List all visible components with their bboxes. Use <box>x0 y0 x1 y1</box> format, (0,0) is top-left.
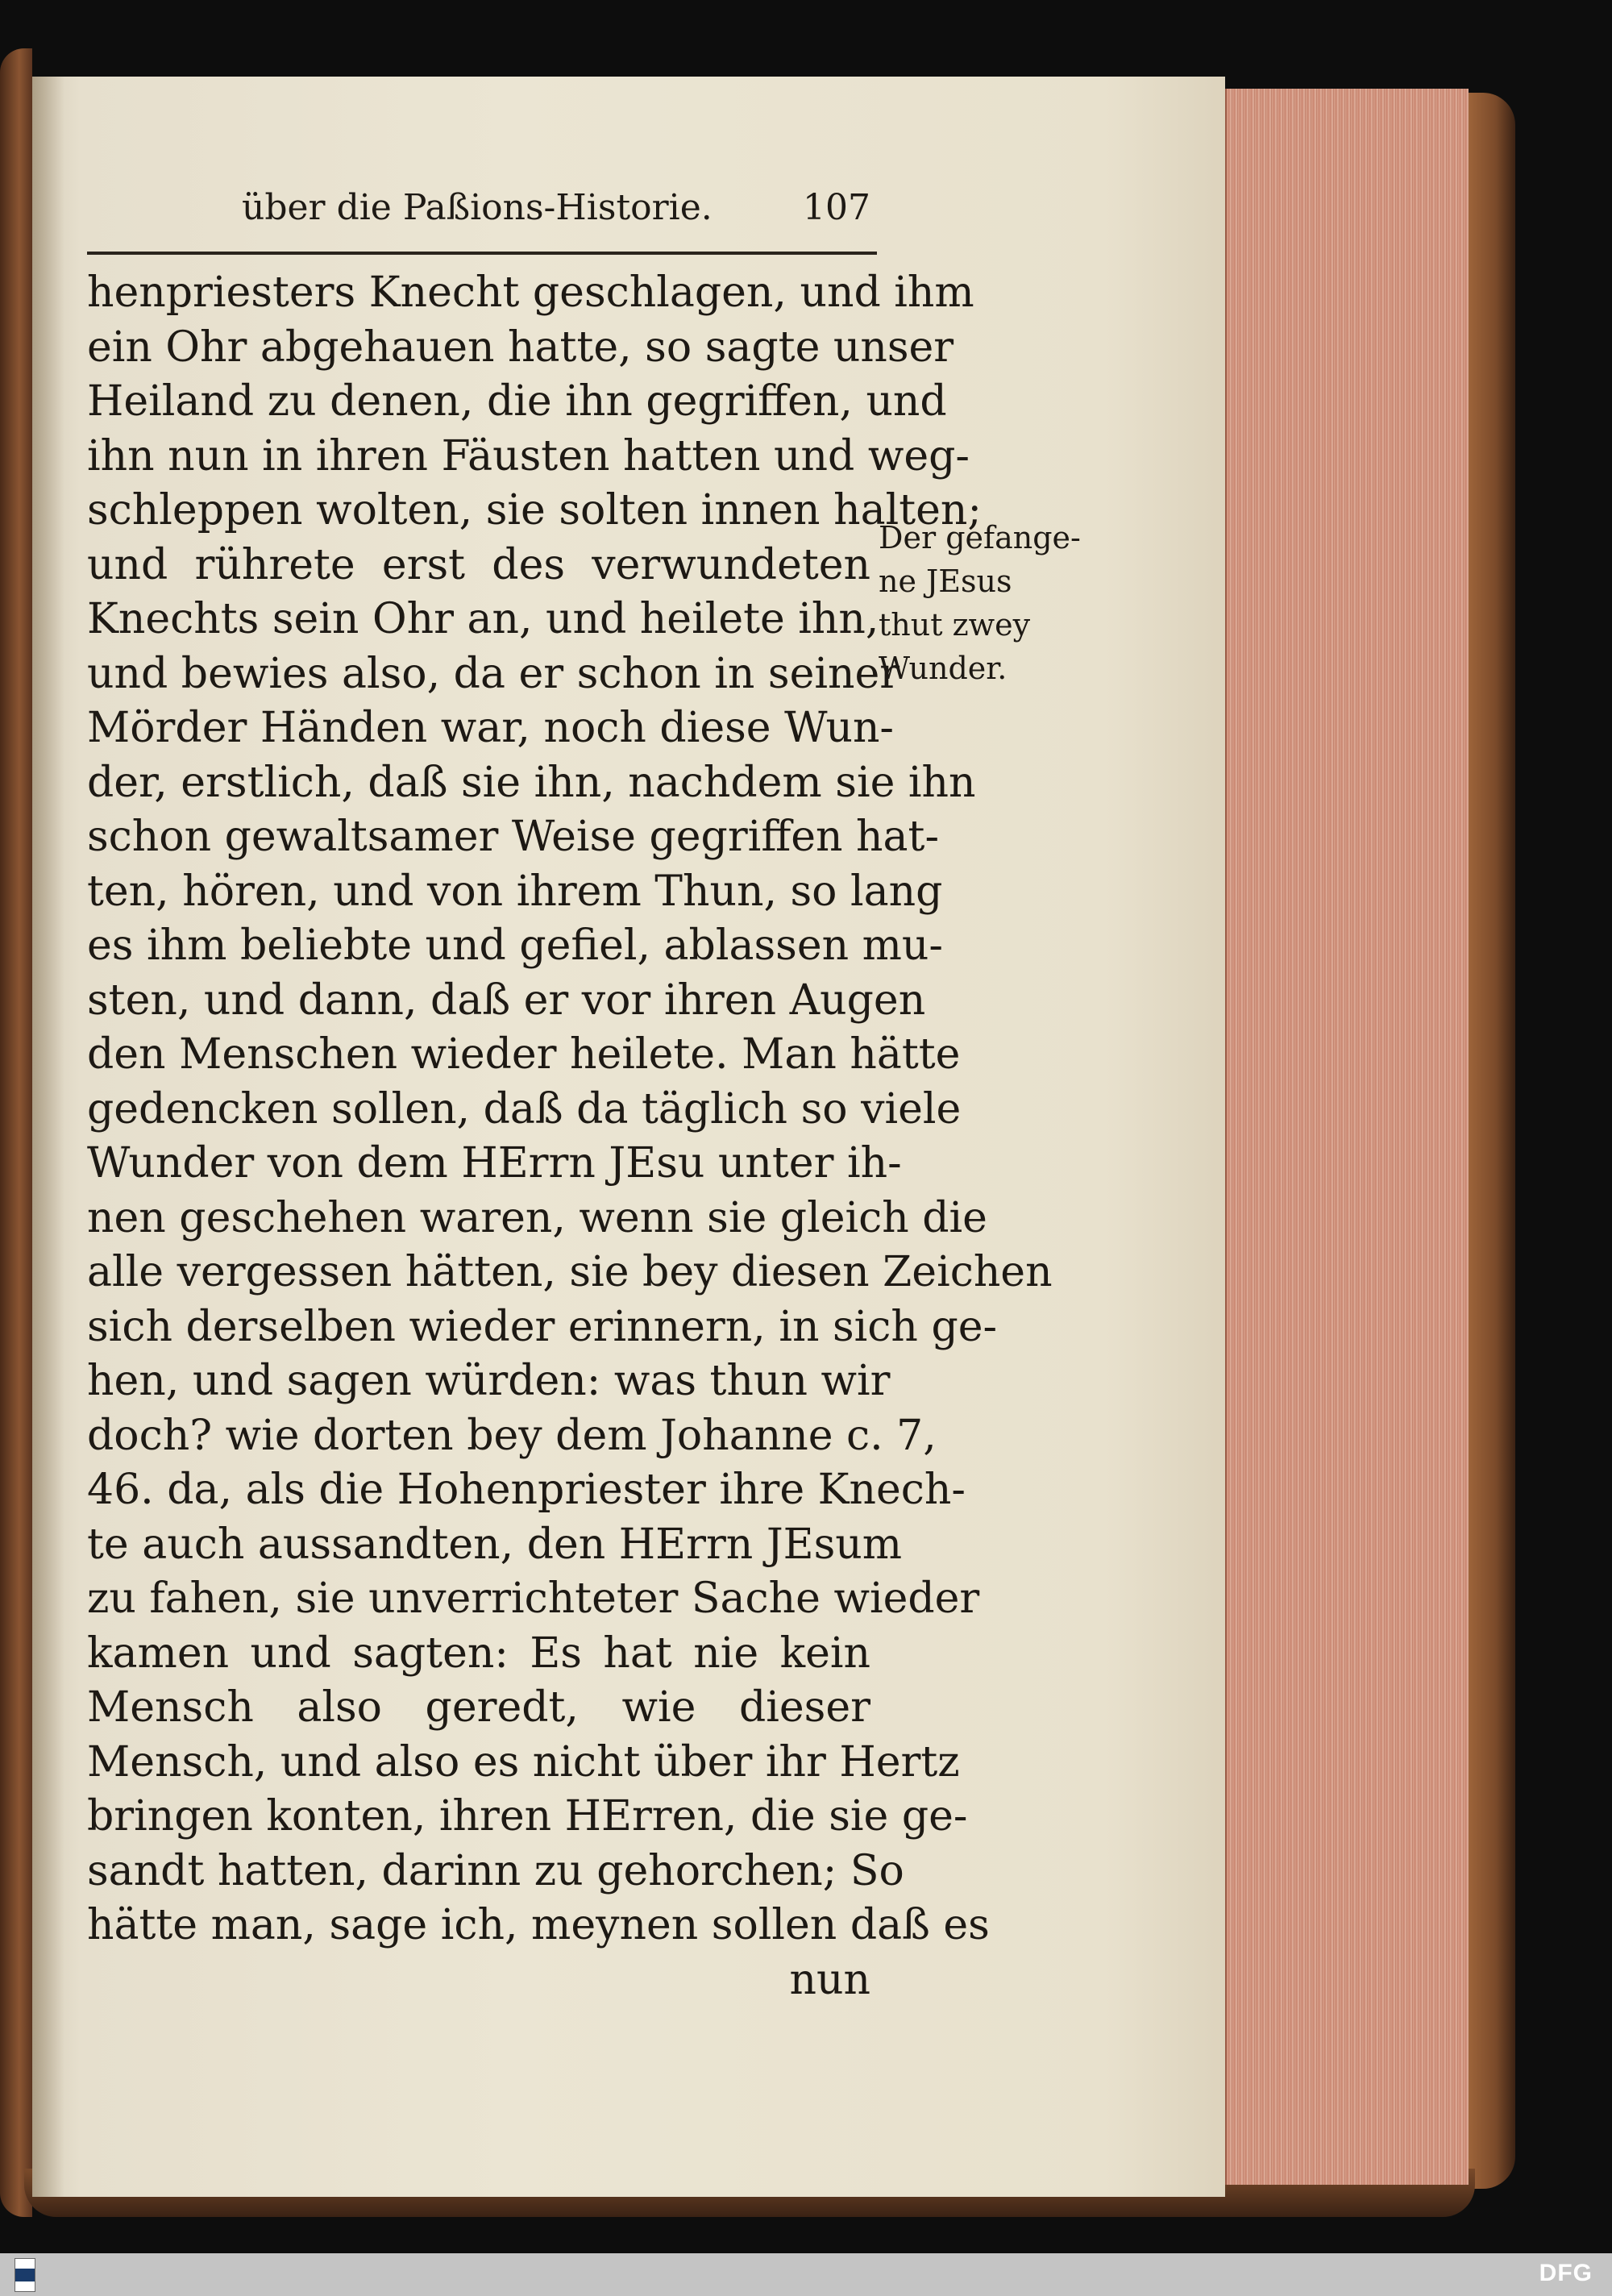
marginal-note-line: ne JEsus <box>879 564 1012 599</box>
text-line: ten, hören, und von ihrem Thun, so lang <box>87 867 943 916</box>
text-line: bringen konten, ihren HErren, die sie ge- <box>87 1792 968 1841</box>
text-line: hätte man, sage ich, meynen sollen daß es <box>87 1901 990 1949</box>
dfg-badge: DFG <box>1539 2260 1593 2286</box>
marginal-note-line: thut zwey <box>879 607 1031 643</box>
marginal-note <box>879 516 1104 690</box>
text-line: sandt hatten, darinn zu gehorchen; So <box>87 1846 904 1895</box>
text-line: 46. da, als die Hohenpriester ihre Knech- <box>87 1466 966 1514</box>
text-line: kamen und sagten: Es hat nie kein <box>87 1628 870 1678</box>
marginal-note-line: Der gefange- <box>879 520 1081 555</box>
text-line: Wunder von dem HErrn JEsu unter ih- <box>87 1139 902 1188</box>
text-line: und rührete erst des verwundeten <box>87 540 870 589</box>
text-line: hen, und sagen würden: was thun wir <box>87 1357 891 1405</box>
text-line: Mensch also geredt, wie dieser <box>87 1683 870 1732</box>
text-line: schon gewaltsamer Weise gegriffen hat- <box>87 813 940 861</box>
text-line: doch? wie dorten bey dem Johanne c. 7, <box>87 1411 937 1460</box>
page-gutter-shadow <box>32 77 64 2197</box>
text-line: zu fahen, sie unverrichteter Sache wieder <box>87 1574 980 1623</box>
book-cover-left <box>0 48 32 2217</box>
text-line: te auch aussandten, den HErrn JEsum <box>87 1520 903 1569</box>
page-number: 107 <box>803 187 870 228</box>
text-line: sten, und dann, daß er vor ihren Augen <box>87 975 926 1025</box>
text-line: ein Ohr abgehauen hatte, so sagte unser <box>87 322 954 372</box>
library-logo-icon <box>15 2258 35 2292</box>
text-line: Heiland zu denen, die ihn gegriffen, und <box>87 377 947 426</box>
text-line: den Menschen wieder heilete. Man hätte <box>87 1030 961 1079</box>
text-line: Mensch, und also es nicht über ihr Hertz <box>87 1737 960 1786</box>
text-line: sich derselben wieder erinnern, in sich ge- <box>87 1302 998 1351</box>
marginal-note-line: Wunder. <box>879 651 1008 686</box>
text-line: Mörder Händen war, noch diese Wun- <box>87 704 894 752</box>
text-line: nen geschehen waren, wenn sie gleich die <box>87 1193 987 1242</box>
page-edges <box>1225 89 1469 2185</box>
viewer-footer-bar <box>0 2253 1612 2296</box>
header-rule <box>87 252 877 255</box>
text-line: schleppen wolten, sie solten innen halten; <box>87 486 982 534</box>
text-line: ihn nun in ihren Fäusten hatten und weg- <box>87 431 970 480</box>
running-title: über die Paßions-Historie. <box>242 187 713 228</box>
text-line: der, erstlich, daß sie ihn, nachdem sie ihn <box>87 758 976 807</box>
text-line: henpriesters Knecht geschlagen, und ihm <box>87 268 974 317</box>
text-line: alle vergessen hätten, sie bey diesen Zeichen <box>87 1248 1053 1296</box>
text-line: gedencken sollen, daß da täglich so viele <box>87 1084 962 1133</box>
running-header <box>242 187 870 235</box>
text-line: und bewies also, da er schon in seiner <box>87 649 900 698</box>
text-line: es ihm beliebte und gefiel, ablassen mu- <box>87 921 943 970</box>
text-line: Knechts sein Ohr an, und heilete ihn, <box>87 595 879 643</box>
catchword: nun <box>789 1955 870 2004</box>
